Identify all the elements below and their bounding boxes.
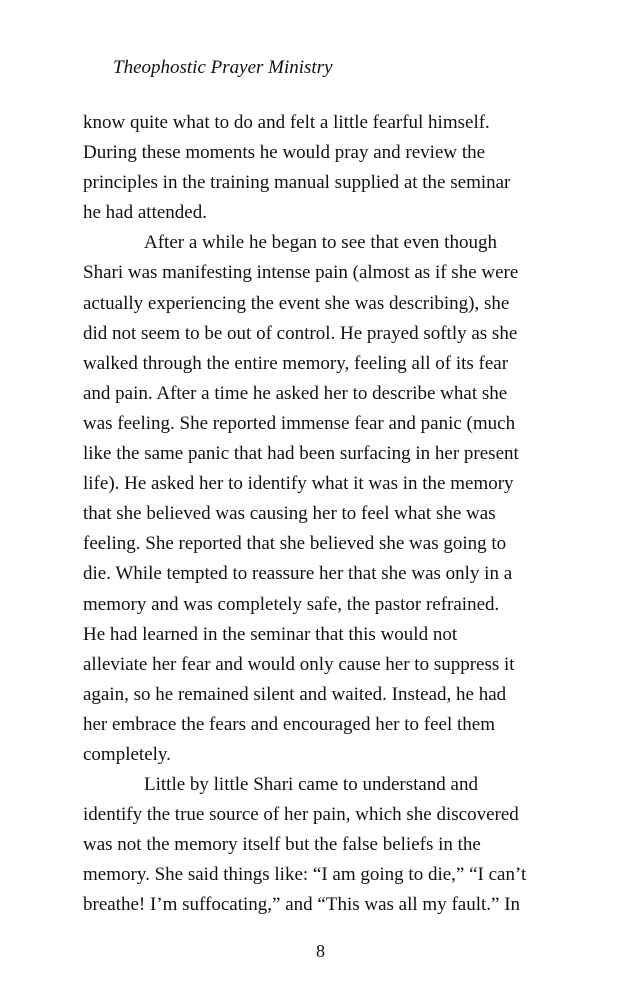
text-line: did not seem to be out of control. He prayed softly as she [83,322,518,344]
text-line: During these moments he would pray and review the [83,142,486,164]
text-line: was not the memory itself but the false beliefs in the [83,834,481,856]
text-line: principles in the training manual supplied at the seminar [83,172,511,194]
paragraph-first-line: After a while he began to see that even though [144,232,497,254]
text-line: completely. [83,743,171,765]
text-line: alleviate her fear and would only cause her to suppress it [83,653,515,675]
text-line: again, so he remained silent and waited. Instead, he had [83,683,507,705]
text-line: walked through the entire memory, feeling all of its fear [83,352,509,374]
paragraph-first-line: Little by little Shari came to understand and [144,774,478,796]
page-number: 8 [316,941,325,961]
text-line: he had attended. [83,202,207,224]
text-line: memory. She said things like: “I am going to die,” “I can’t [83,864,527,886]
text-line: her embrace the fears and encouraged her to feel them [83,713,495,735]
text-line: He had learned in the seminar that this would not [83,623,458,645]
body-text [83,108,563,921]
text-line: that she believed was causing her to feel what she was [83,503,496,525]
text-line: identify the true source of her pain, which she discovered [83,804,519,826]
text-line: was feeling. She reported immense fear and panic (much [83,412,516,434]
running-header-title: Theophostic Prayer Ministry [113,57,333,78]
text-line: and pain. After a time he asked her to describe what she [83,382,508,404]
text-line: breathe! I’m suffocating,” and “This was all my fault.” In [83,894,521,916]
text-line: die. While tempted to reassure her that she was only in a [83,563,513,585]
text-line: feeling. She reported that she believed she was going to [83,533,507,555]
text-line: life). He asked her to identify what it was in the memory [83,473,514,495]
text-line: know quite what to do and felt a little fearful himself. [83,112,490,133]
text-line: Shari was manifesting intense pain (almost as if she were [83,262,519,284]
text-line: memory and was completely safe, the pastor refrained. [83,593,500,615]
text-line: like the same panic that had been surfacing in her present [83,443,519,465]
text-line: actually experiencing the event she was describing), she [83,292,510,314]
